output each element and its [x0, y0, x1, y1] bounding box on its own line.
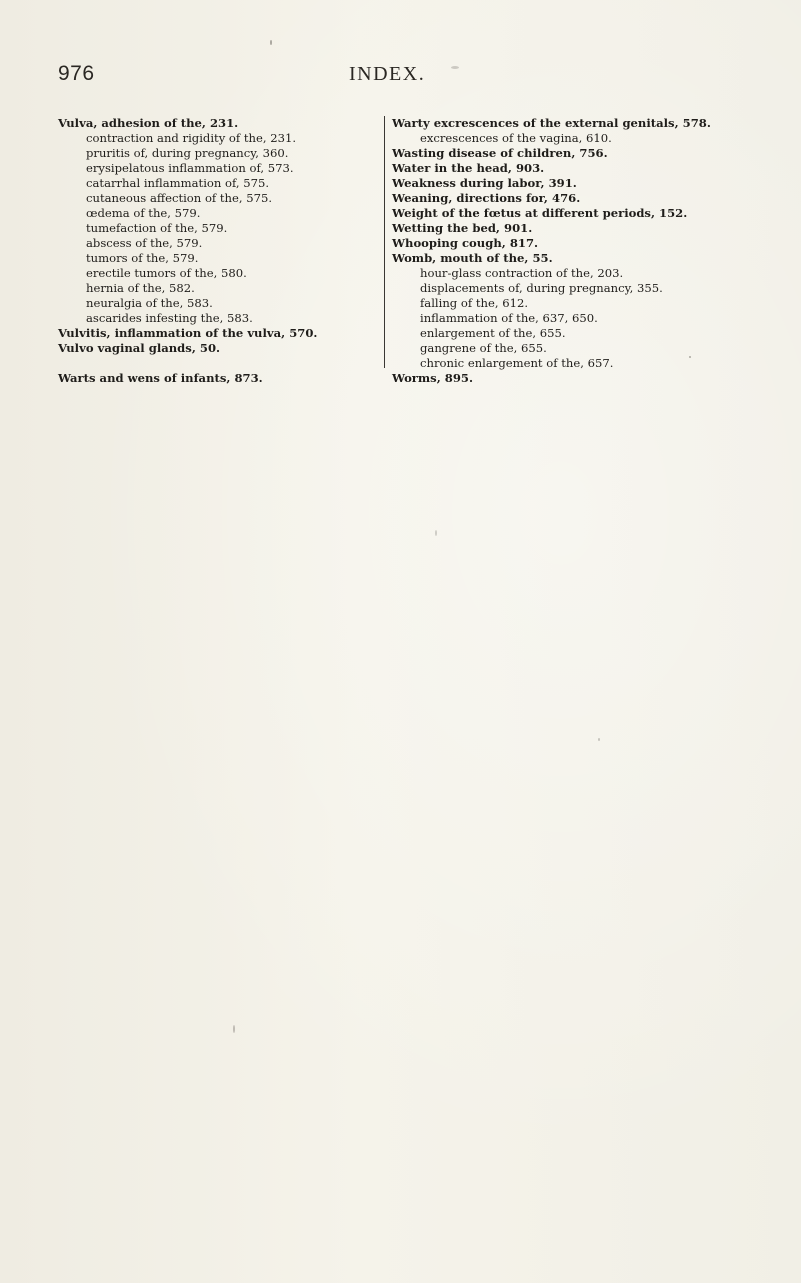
index-entry: Weaning, directions for, 476. — [392, 191, 581, 205]
index-subentry: neuralgia of the, 583. — [86, 296, 213, 310]
index-subentry: erectile tumors of the, 580. — [86, 266, 247, 280]
index-entry: Whooping cough, 817. — [392, 236, 539, 250]
index-subentry: enlargement of the, 655. — [420, 326, 566, 340]
page-header — [0, 62, 801, 92]
index-entry: Warts and wens of infants, 873. — [58, 371, 263, 385]
index-entry: Vulva, adhesion of the, 231. — [58, 116, 239, 130]
index-column-left — [58, 116, 374, 386]
index-subentry: pruritis of, during pregnancy, 360. — [86, 146, 289, 160]
column-divider — [384, 116, 385, 368]
index-entry: Vulvo vaginal glands, 50. — [58, 341, 221, 355]
scan-speck — [435, 530, 437, 536]
index-entry: Warty excrescences of the external genitals, 578. — [392, 116, 711, 130]
index-subentry: hour-glass contraction of the, 203. — [420, 266, 624, 280]
index-entry: Weakness during labor, 391. — [392, 176, 577, 190]
index-subentry: ascarides infesting the, 583. — [86, 311, 253, 325]
index-entry: Water in the head, 903. — [392, 161, 545, 175]
index-subentry: œdema of the, 579. — [86, 206, 201, 220]
index-subentry: chronic enlargement of the, 657. — [420, 356, 614, 370]
index-subentry: displacements of, during pregnancy, 355. — [420, 281, 663, 295]
index-subentry: tumefaction of the, 579. — [86, 221, 228, 235]
index-entry: Wasting disease of children, 756. — [392, 146, 608, 160]
scan-speck — [689, 356, 691, 358]
page-number: 976 — [58, 62, 95, 85]
index-column-right — [392, 116, 711, 386]
index-entry: Womb, mouth of the, 55. — [392, 251, 553, 265]
index-entry: Wetting the bed, 901. — [392, 221, 533, 235]
index-subentry: abscess of the, 579. — [86, 236, 203, 250]
scan-speck — [270, 40, 272, 45]
running-head: INDEX. — [349, 63, 426, 85]
scan-speck — [598, 738, 600, 741]
index-subentry: inflammation of the, 637, 650. — [420, 311, 598, 325]
index-subentry: contraction and rigidity of the, 231. — [86, 131, 297, 145]
index-subentry: catarrhal inflammation of, 575. — [86, 176, 270, 190]
index-entry: Weight of the fœtus at different periods, 152. — [392, 206, 688, 220]
index-entry: Vulvitis, inflammation of the vulva, 570. — [58, 326, 318, 340]
index-subentry: cutaneous affection of the, 575. — [86, 191, 273, 205]
index-subentry: erysipelatous inflammation of, 573. — [86, 161, 294, 175]
index-subentry: excrescences of the vagina, 610. — [420, 131, 612, 145]
scan-speck — [451, 66, 459, 69]
index-subentry: hernia of the, 582. — [86, 281, 195, 295]
index-entry: Worms, 895. — [392, 371, 474, 385]
scan-speck — [233, 1025, 235, 1033]
index-subentry: gangrene of the, 655. — [420, 341, 547, 355]
index-subentry: tumors of the, 579. — [86, 251, 199, 265]
index-subentry: falling of the, 612. — [420, 296, 529, 310]
